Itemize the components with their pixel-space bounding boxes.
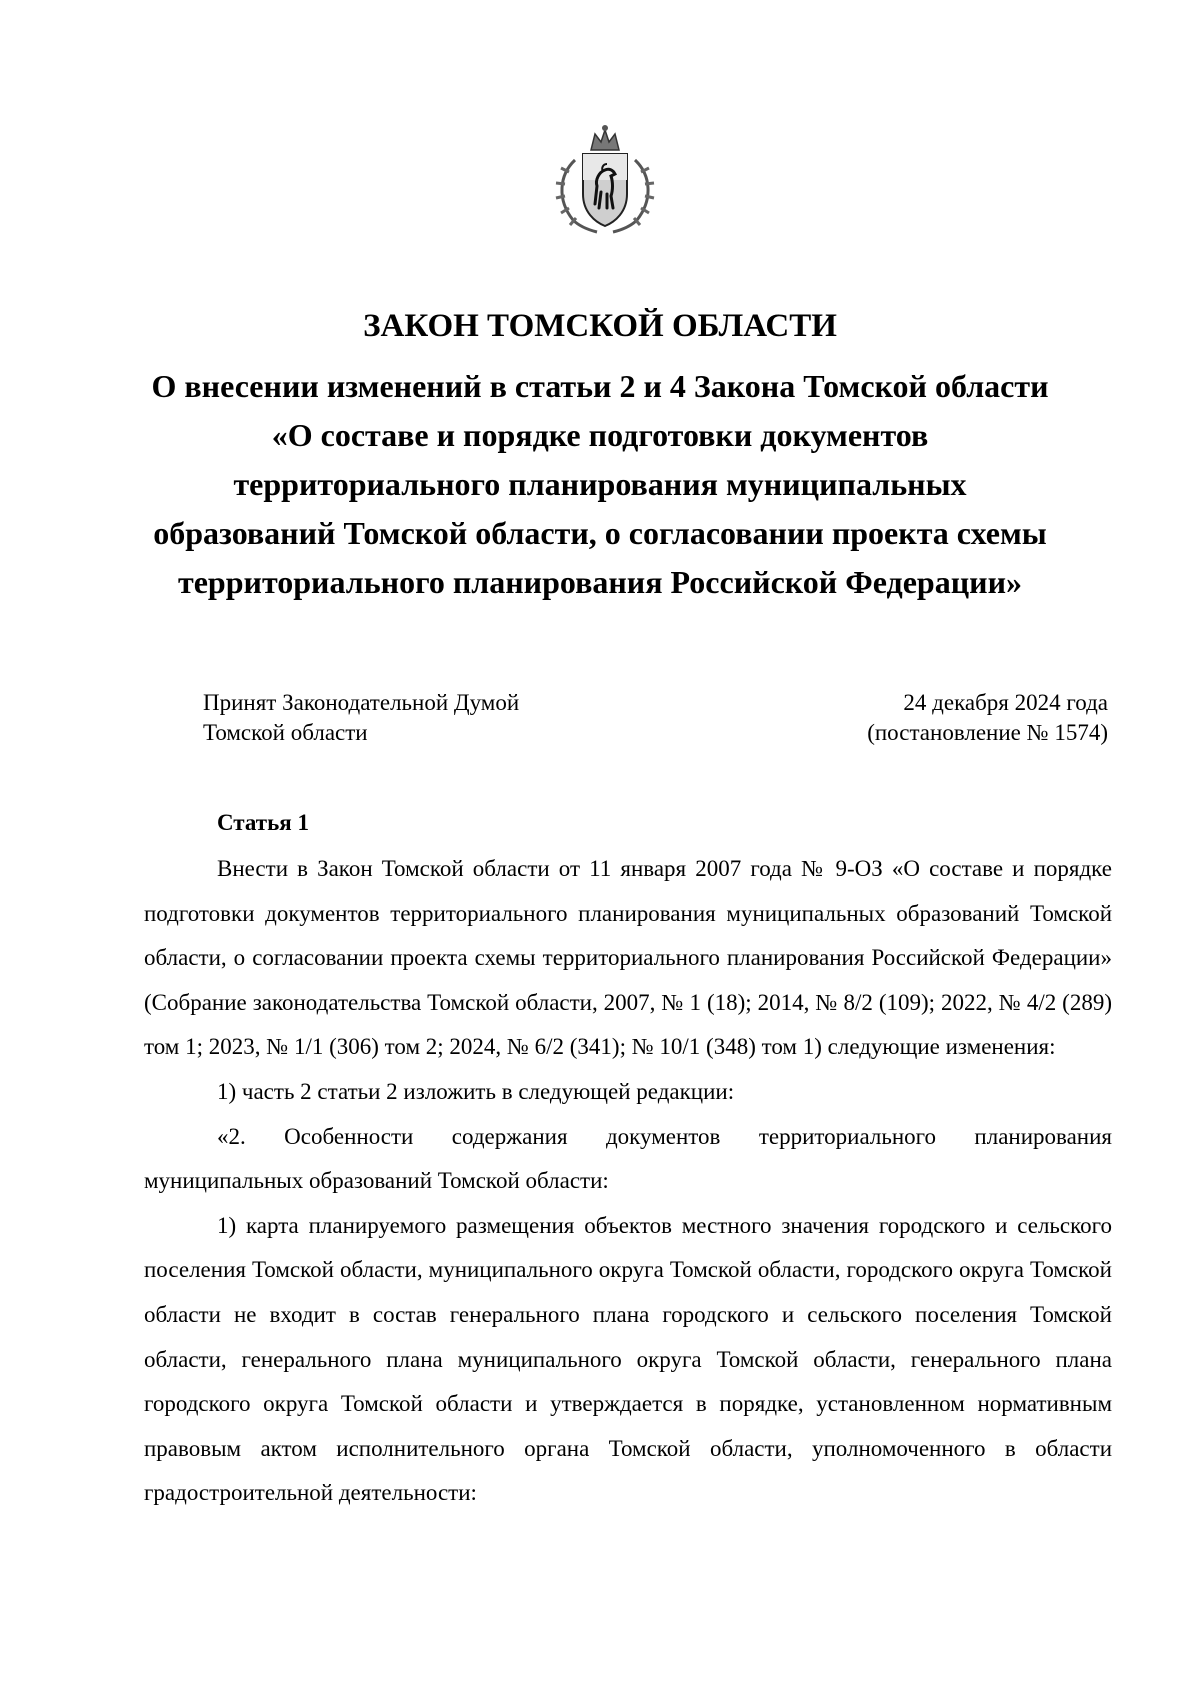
article-paragraph: Внести в Закон Томской области от 11 января 2007 года № 9-ОЗ «О составе и порядке подготовки документов территориального планирования муниципальных образований Томской области, о согласовании проекта схемы территориального планирования Российской Федерации» (Собрание законодательства Томской области, 2007, № 1 (18); 2014, № 8/2 (109); 2022, № 4/2 (289) том 1; 2023, № 1/1 (306) том 2; 2024, № 6/2 (341); № 10/1 (348) том 1) следующие изменения: [144,856,1112,1060]
article-body [144,847,1112,1516]
adoption-date: 24 декабря 2024 года [903,690,1108,715]
article-heading: Статья 1 [217,810,309,835]
adopted-by-line1: Принят Законодательной Думой [203,690,520,715]
coat-of-arms-icon [545,120,665,240]
adoption-date-block [608,688,1108,748]
resolution-number: (постановление № 1574) [867,720,1108,745]
adopted-by-line2: Томской области [203,720,368,745]
article-paragraph: «2. Особенности содержания документов территориального планирования муниципальных образований Томской области: [144,1123,1112,1194]
article-paragraph: 1) карта планируемого размещения объектов местного значения городского и сельского поселения Томской области, муниципального округа Томской области, городского округа Томской области не входит в состав генерального плана городского и сельского поселения Томской области, генерального плана муниципального округа Томской области, генерального плана городского округа Томской области и утверждается в порядке, установленном нормативным правовым актом исполнительного органа Томской области, уполномоченного в области градостроительной деятельности: [144,1212,1112,1506]
law-title: ЗАКОН ТОМСКОЙ ОБЛАСТИ [363,308,837,344]
article-paragraph: 1) часть 2 статьи 2 изложить в следующей редакции: [217,1078,735,1104]
law-subtitle: О внесении изменений в статьи 2 и 4 Закона Томской области «О составе и порядке подготовки документов территориального планирования муниципальных образований Томской области, о согласовании проекта схемы территориального планирования Российской Федерации» [151,368,1049,600]
